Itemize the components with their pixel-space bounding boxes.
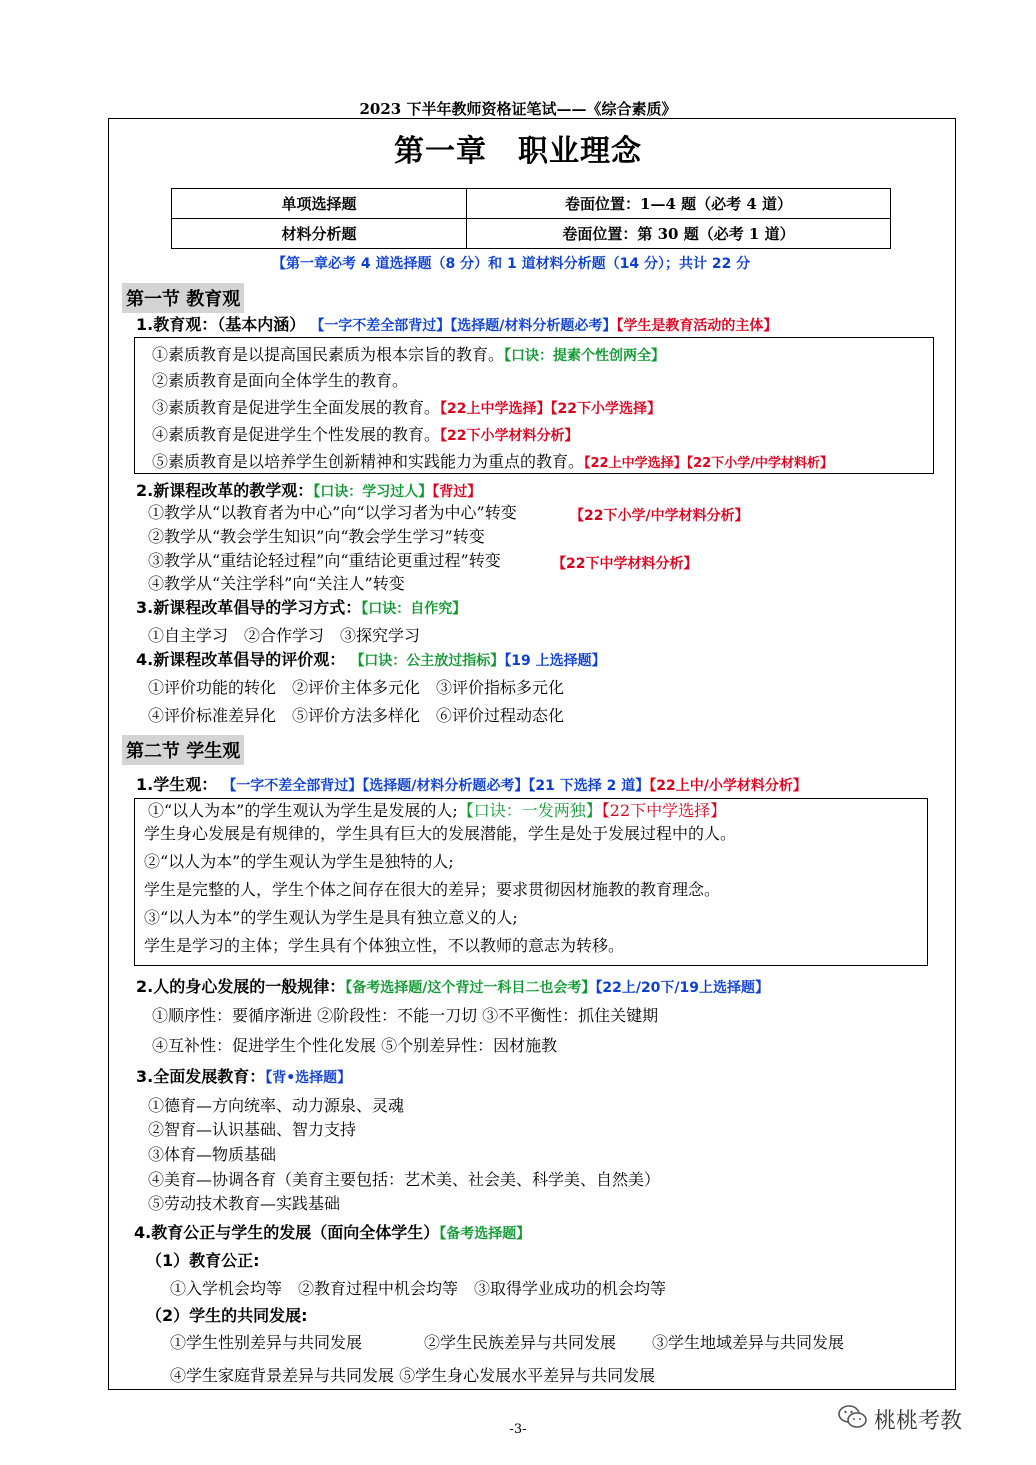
tag: 【22上/20下/19上选择题】 bbox=[595, 980, 770, 996]
page-number: -3- bbox=[509, 1422, 527, 1437]
tag: 【19 上选择题】 bbox=[504, 653, 606, 669]
list-item bbox=[152, 345, 665, 366]
section-title: 第一节 教育观 bbox=[122, 283, 244, 313]
item-text: ①素质教育是以提高国民素质为根本宗旨的教育。 bbox=[152, 345, 505, 364]
table-row bbox=[172, 219, 891, 249]
item-text: ②素质教育是面向全体学生的教育。 bbox=[152, 371, 409, 390]
item-note: 【口诀：提素个性创两全】 bbox=[504, 348, 666, 364]
tag: 【背过】 bbox=[432, 484, 482, 500]
list-item: ③教学从“重结论轻过程”向“重结论更重过程”转变 bbox=[148, 551, 501, 570]
list-item: ②教学从“教会学生知识”向“教会学生学习”转变 bbox=[148, 527, 485, 546]
list-item: ⑤劳动技术教育—实践基础 bbox=[148, 1194, 341, 1213]
list-item: ③“以人为本”的学生观认为学生是具有独立意义的人; bbox=[144, 908, 518, 927]
item-note: 【22下小学材料分析】 bbox=[440, 428, 579, 444]
tag: 【备考选择题】 bbox=[439, 1226, 531, 1242]
list-item: ③学生地域差异与共同发展 bbox=[652, 1333, 845, 1352]
item-text: ③素质教育是促进学生全面发展的教育。 bbox=[152, 398, 441, 417]
list-item: ④教学从“关注学科”向“关注人”转变 bbox=[148, 574, 405, 593]
list-item: ①入学机会均等 ②教育过程中机会均等 ③取得学业成功的机会均等 bbox=[170, 1279, 667, 1298]
list-item bbox=[152, 398, 661, 419]
tag: 【口诀：自作究】 bbox=[361, 601, 467, 617]
item-note: 【22上中学选择】【22下小学/中学材料析】 bbox=[584, 456, 833, 471]
table-cell: 卷面位置：1—4 题（必考 4 道） bbox=[467, 189, 891, 219]
list-item: 学生是完整的人，学生个体之间存在很大的差异；要求贯彻因材施教的教育理念。 bbox=[144, 880, 721, 899]
tag: 【背•选择题】 bbox=[265, 1070, 352, 1086]
wechat-icon bbox=[838, 1404, 868, 1434]
question-head: 3.新课程改革倡导的学习方式： bbox=[136, 598, 362, 617]
document-header: 2023 下半年教师资格证笔试——《综合素质》 bbox=[359, 100, 677, 118]
list-item: ②“以人为本”的学生观认为学生是独特的人; bbox=[144, 852, 454, 871]
question-head: 4.教育公正与学生的发展（面向全体学生） bbox=[134, 1223, 440, 1242]
question-head: 4.新课程改革倡导的评价观： bbox=[136, 650, 346, 669]
tag: 【一字不差全部背过】【选择题/材料分析题必考】【21 下选择 2 道】 bbox=[222, 778, 650, 794]
list-item: ④评价标准差异化 ⑤评价方法多样化 ⑥评价过程动态化 bbox=[148, 706, 565, 725]
list-item: ①德育—方向统率、动力源泉、灵魂 bbox=[148, 1096, 405, 1115]
question-head-row bbox=[136, 598, 466, 619]
item-text: ①“以人为本”的学生观认为学生是发展的人; bbox=[148, 801, 458, 820]
table-cell: 单项选择题 bbox=[172, 189, 467, 219]
list-item: ①教学从“以教育者为中心”向“以学习者为中心”转变 bbox=[148, 503, 517, 522]
question-head: 2.人的身心发展的一般规律： bbox=[136, 977, 346, 996]
list-item bbox=[152, 425, 579, 446]
question-head: 1.学生观： bbox=[136, 775, 218, 794]
list-item: ①评价功能的转化 ②评价主体多元化 ③评价指标多元化 bbox=[148, 678, 565, 697]
tag: 【学生是教育活动的主体】 bbox=[616, 318, 778, 334]
question-head-row bbox=[136, 650, 606, 671]
list-item: ①自主学习 ②合作学习 ③探究学习 bbox=[148, 626, 421, 645]
question-head: 3.全面发展教育： bbox=[136, 1067, 266, 1086]
list-item bbox=[148, 801, 726, 821]
watermark: 桃桃考教 bbox=[874, 1409, 963, 1434]
item-note: 【22下中学材料分析】 bbox=[552, 556, 698, 572]
tag: 【口诀：公主放过指标】 bbox=[350, 653, 505, 669]
list-item bbox=[152, 452, 833, 474]
list-item: 学生是学习的主体；学生具有个体独立性，不以教师的意志为转移。 bbox=[144, 936, 625, 955]
question-head-row bbox=[136, 315, 777, 336]
table-row bbox=[172, 189, 891, 219]
list-item: ②智育—认识基础、智力支持 bbox=[148, 1120, 357, 1139]
item-text: ⑤素质教育是以培养学生创新精神和实践能力为重点的教育。 bbox=[152, 452, 585, 471]
summary-note: 【第一章必考 4 道选择题（8 分）和 1 道材料分析题（14 分）；共计 22 分 bbox=[272, 256, 751, 272]
tag: 【一字不差全部背过】【选择题/材料分析题必考】 bbox=[310, 318, 617, 334]
question-head-row bbox=[136, 775, 807, 796]
list-item: ③体育—物质基础 bbox=[148, 1145, 277, 1164]
subheading: （2）学生的共同发展: bbox=[146, 1306, 308, 1325]
item-text: ④素质教育是促进学生个性发展的教育。 bbox=[152, 425, 441, 444]
list-item: ④美育—协调各育（美育主要包括：艺术美、社会美、科学美、自然美） bbox=[148, 1170, 661, 1189]
list-item: ④互补性：促进学生个性化发展 ⑤个别差异性：因材施教 bbox=[152, 1036, 558, 1055]
section-title: 第二节 学生观 bbox=[122, 735, 244, 765]
item-note: 【口诀：一发两独】 bbox=[457, 801, 602, 820]
question-head-row bbox=[136, 481, 481, 502]
item-note: 【22下中学选择】 bbox=[601, 801, 727, 820]
question-head-row bbox=[136, 1067, 351, 1088]
tag: 【口诀：学习过人】 bbox=[313, 484, 433, 500]
table-cell: 卷面位置：第 30 题（必考 1 道） bbox=[467, 219, 891, 249]
list-item bbox=[152, 371, 408, 391]
info-table bbox=[171, 188, 891, 249]
question-head: 2.新课程改革的教学观： bbox=[136, 481, 314, 500]
subheading: （1）教育公正: bbox=[146, 1251, 260, 1270]
question-head-row bbox=[134, 1223, 530, 1244]
list-item: ②学生民族差异与共同发展 bbox=[424, 1333, 617, 1352]
list-item: 学生身心发展是有规律的，学生具有巨大的发展潜能，学生是处于发展过程中的人。 bbox=[144, 824, 737, 843]
question-head: 1.教育观：（基本内涵） bbox=[136, 315, 306, 334]
list-item: ①学生性别差异与共同发展 bbox=[170, 1333, 363, 1352]
tag: 【备考选择题/这个背过一科目二也会考】 bbox=[345, 980, 596, 996]
tag: 【22上中/小学材料分析】 bbox=[649, 778, 807, 794]
item-note: 【22上中学选择】【22下小学选择】 bbox=[440, 401, 661, 417]
list-item: ①顺序性：要循序渐进 ②阶段性：不能一刀切 ③不平衡性：抓住关键期 bbox=[152, 1006, 659, 1025]
list-item: ④学生家庭背景差异与共同发展 ⑤学生身心发展水平差异与共同发展 bbox=[170, 1366, 656, 1385]
question-head-row bbox=[136, 977, 769, 998]
item-note: 【22下小学/中学材料分析】 bbox=[570, 508, 749, 524]
table-cell: 材料分析题 bbox=[172, 219, 467, 249]
chapter-title: 第一章 职业理念 bbox=[394, 134, 642, 169]
